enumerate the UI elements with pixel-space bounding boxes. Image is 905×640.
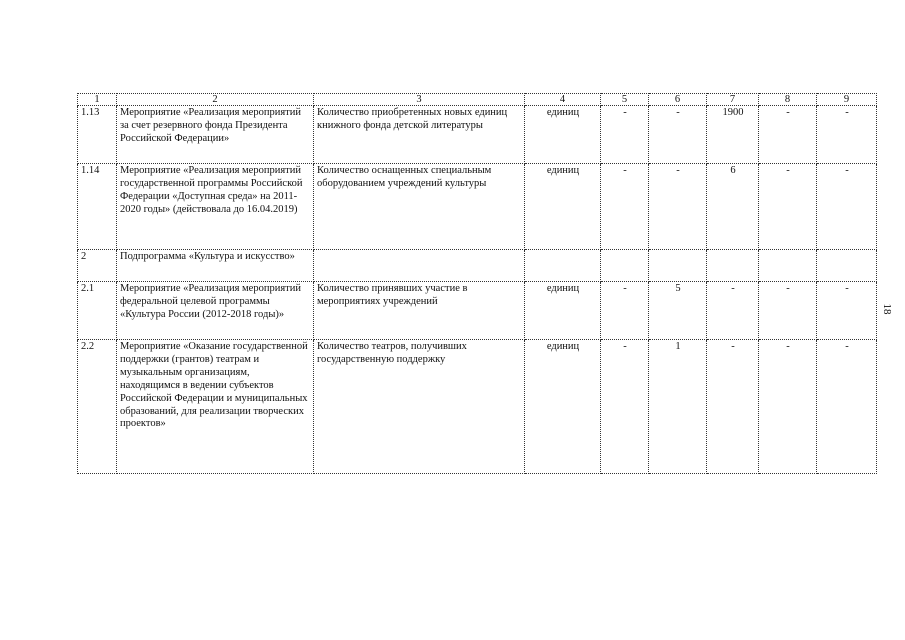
header-cell-2: 2	[117, 94, 314, 106]
indicator-name: Количество оснащенных специальным оборудованием учреждений культуры	[314, 164, 525, 250]
header-cell-7: 7	[707, 94, 759, 106]
indicator-name: Количество принявших участие в мероприятиях учреждений	[314, 282, 525, 340]
value-col-9: -	[817, 164, 877, 250]
event-name: Мероприятие «Оказание государственной поддержки (грантов) театрам и музыкальным организациям, находящимся в ведении субъектов Российской Федерации и муниципальных образований, для реализации творческих проектов»	[117, 340, 314, 474]
value-col-8: -	[759, 282, 817, 340]
value-col-7: 6	[707, 164, 759, 250]
indicator-name	[314, 250, 525, 282]
value-col-6: -	[649, 164, 707, 250]
value-col-7: -	[707, 282, 759, 340]
row-number: 2.2	[78, 340, 117, 474]
unit-cell: единиц	[525, 164, 601, 250]
value-col-5: -	[601, 106, 649, 164]
table-row	[78, 282, 877, 340]
table-row	[78, 340, 877, 474]
unit-cell: единиц	[525, 340, 601, 474]
event-name: Подпрограмма «Культура и искусство»	[117, 250, 314, 282]
value-col-5: -	[601, 340, 649, 474]
table-row	[78, 164, 877, 250]
value-col-7: 1900	[707, 106, 759, 164]
unit-cell: единиц	[525, 282, 601, 340]
value-col-8: -	[759, 106, 817, 164]
header-cell-3: 3	[314, 94, 525, 106]
table-row	[78, 106, 877, 164]
header-cell-6: 6	[649, 94, 707, 106]
value-col-8: -	[759, 164, 817, 250]
table-row	[78, 250, 877, 282]
header-cell-1: 1	[78, 94, 117, 106]
header-row	[78, 94, 877, 106]
indicator-table	[77, 93, 877, 474]
value-col-6: 1	[649, 340, 707, 474]
unit-cell	[525, 250, 601, 282]
value-col-6: 5	[649, 282, 707, 340]
indicator-name: Количество приобретенных новых единиц книжного фонда детской литературы	[314, 106, 525, 164]
indicator-name: Количество театров, получивших государственную поддержку	[314, 340, 525, 474]
value-col-8	[759, 250, 817, 282]
event-name: Мероприятие «Реализация мероприятий за счет резервного фонда Президента Российской Федерации»	[117, 106, 314, 164]
value-col-5	[601, 250, 649, 282]
page-number: 18	[881, 303, 893, 315]
value-col-5: -	[601, 164, 649, 250]
header-cell-9: 9	[817, 94, 877, 106]
value-col-6	[649, 250, 707, 282]
row-number: 2.1	[78, 282, 117, 340]
row-number: 1.14	[78, 164, 117, 250]
header-cell-5: 5	[601, 94, 649, 106]
unit-cell: единиц	[525, 106, 601, 164]
value-col-7: -	[707, 340, 759, 474]
event-name: Мероприятие «Реализация мероприятий федеральной целевой программы «Культура России (2012-2018 годы)»	[117, 282, 314, 340]
value-col-9: -	[817, 340, 877, 474]
header-cell-4: 4	[525, 94, 601, 106]
event-name: Мероприятие «Реализация мероприятий государственной программы Российской Федерации «Доступная среда» на 2011-2020 годы» (действовала до 16.04.2019)	[117, 164, 314, 250]
header-cell-8: 8	[759, 94, 817, 106]
row-number: 1.13	[78, 106, 117, 164]
value-col-8: -	[759, 340, 817, 474]
value-col-7	[707, 250, 759, 282]
value-col-5: -	[601, 282, 649, 340]
value-col-9: -	[817, 106, 877, 164]
row-number: 2	[78, 250, 117, 282]
value-col-6: -	[649, 106, 707, 164]
value-col-9	[817, 250, 877, 282]
value-col-9: -	[817, 282, 877, 340]
